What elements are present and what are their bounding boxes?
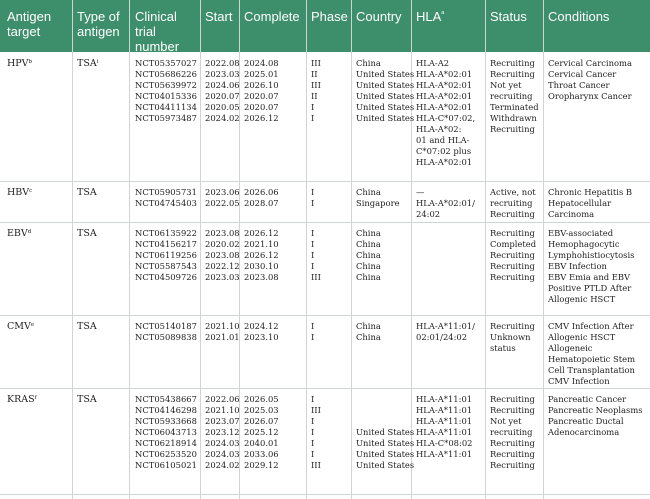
group-cmv-phase-line: I bbox=[311, 332, 315, 342]
group-hpv-hla bbox=[416, 58, 475, 168]
header-antigen-target-line: target bbox=[7, 24, 41, 39]
group-hpv-phase-line: I bbox=[311, 113, 315, 123]
group-kras-country-line bbox=[356, 416, 414, 427]
group-kras-trial-numbers-line: NCT04146298 bbox=[135, 405, 197, 415]
group-ebv-country-line: China bbox=[356, 272, 381, 282]
group-kras-status-line: Recruiting bbox=[490, 405, 535, 415]
group-hpv-conditions bbox=[548, 58, 632, 102]
group-hbv-start bbox=[205, 187, 240, 209]
group-ebv-trial-numbers-line: NCT04156217 bbox=[135, 239, 197, 249]
header-hla-footnote: a bbox=[441, 10, 445, 16]
group-cmv-complete bbox=[244, 321, 279, 343]
group-ebv-phase-line: I bbox=[311, 239, 315, 249]
column-divider bbox=[72, 0, 73, 499]
group-hpv-start bbox=[205, 58, 240, 124]
group-ebv-conditions-line: Lymphohistiocytosis bbox=[548, 250, 635, 260]
group-kras-trial-numbers-line: NCT05933668 bbox=[135, 416, 197, 426]
column-divider bbox=[543, 0, 544, 499]
group-hbv-trial-numbers bbox=[135, 187, 197, 209]
group-hpv-country-line: United States bbox=[356, 113, 415, 123]
group-cmv-conditions-line: Cell Transplantation bbox=[548, 365, 635, 375]
group-hpv-hla-line: 01 and HLA- bbox=[416, 135, 470, 145]
group-cmv-conditions-line: Allogenic HSCT bbox=[548, 332, 616, 342]
group-ebv-status-line: Recruiting bbox=[490, 228, 535, 238]
group-kras-trial-numbers-line: NCT06253520 bbox=[135, 449, 197, 459]
group-hbv-antigen: HBV$^c$ bbox=[7, 187, 33, 198]
group-hpv-start-line: 2022.08 bbox=[205, 58, 240, 68]
group-kras-phase-line: I bbox=[311, 449, 315, 459]
header-phase: Phase bbox=[311, 9, 348, 24]
group-ebv-antigen-footnote: d bbox=[27, 229, 32, 235]
header-trial-number-line: Clinical bbox=[135, 9, 177, 24]
group-kras-complete-line: 2025.12 bbox=[244, 427, 279, 437]
group-hpv-phase-line: II bbox=[311, 91, 318, 101]
header-type-of-antigen-line: Type of bbox=[77, 9, 120, 24]
group-ebv-complete-line: 2030.10 bbox=[244, 261, 279, 271]
group-hbv-trial-numbers-line: NCT04745403 bbox=[135, 198, 197, 208]
group-kras-conditions-line: Pancreatic Ductal bbox=[548, 416, 624, 426]
group-cmv-conditions bbox=[548, 321, 635, 387]
header-country: Country bbox=[356, 9, 402, 24]
group-ebv-conditions-line: EBV-associated bbox=[548, 228, 614, 238]
group-hpv-complete-line: 2026.12 bbox=[244, 113, 279, 123]
group-kras-status-line: recruiting bbox=[490, 427, 533, 437]
group-ebv-status bbox=[490, 228, 536, 283]
group-cmv-antigen: CMVe bbox=[7, 321, 35, 332]
group-ebv-conditions-line: EBV Emia and EBV bbox=[548, 272, 631, 282]
group-kras-hla-line: HLA-A*11:01 bbox=[416, 416, 473, 426]
group-hbv-status bbox=[490, 187, 536, 220]
group-hpv-status-line: Withdrawn bbox=[490, 113, 537, 123]
group-hpv-type: TSA$^i$ bbox=[77, 58, 99, 69]
group-hpv-trial-numbers-line: NCT04411134 bbox=[135, 102, 197, 112]
group-cmv-status-line: Unknown bbox=[490, 332, 531, 342]
header-complete: Complete bbox=[244, 9, 300, 24]
group-kras-complete bbox=[244, 394, 279, 471]
group-cmv-hla-line: HLA-A*11:01/ bbox=[416, 321, 475, 331]
group-ebv-status-line: Recruiting bbox=[490, 250, 535, 260]
group-kras-antigen-footnote: f bbox=[34, 395, 37, 401]
header-hla: HLA$^a$ bbox=[416, 9, 445, 24]
group-hpv-conditions-line: Cervical Carcinoma bbox=[548, 58, 632, 68]
group-hbv-country-line: China bbox=[356, 187, 381, 197]
row-divider bbox=[0, 388, 650, 389]
group-hpv-hla-line: C*07:02 plus bbox=[416, 146, 472, 156]
group-kras-start-line: 2023.12 bbox=[205, 427, 240, 437]
group-ebv-country-line: China bbox=[356, 228, 381, 238]
group-hbv-conditions-line: Carcinoma bbox=[548, 209, 595, 219]
column-divider bbox=[200, 0, 201, 499]
group-kras-hla bbox=[416, 394, 472, 460]
group-hbv-status-line: Active, not bbox=[490, 187, 536, 197]
group-kras-complete-line: 2026.07 bbox=[244, 416, 279, 426]
group-cmv-status-line: Recruiting bbox=[490, 321, 535, 331]
group-hbv-status-line: recruiting bbox=[490, 198, 533, 208]
header-start: Start bbox=[205, 9, 233, 24]
group-ebv-status-line: Recruiting bbox=[490, 272, 535, 282]
group-hbv-country bbox=[356, 187, 400, 209]
group-cmv-trial-numbers-line: NCT05089838 bbox=[135, 332, 197, 342]
group-hbv-complete-line: 2026.06 bbox=[244, 187, 279, 197]
group-hbv-hla bbox=[416, 187, 475, 220]
group-hpv-phase-line: I bbox=[311, 102, 315, 112]
group-hbv-complete bbox=[244, 187, 279, 209]
group-kras-type: TSA bbox=[77, 394, 97, 405]
group-ebv-trial-numbers-line: NCT06119256 bbox=[135, 250, 197, 260]
group-kras-trial-numbers-line: NCT06105021 bbox=[135, 460, 197, 470]
column-divider bbox=[485, 0, 486, 499]
group-hpv-antigen: HPV$^b$ bbox=[7, 58, 33, 69]
group-hpv-hla-line: HLA-A*02:01 bbox=[416, 80, 473, 90]
group-cmv-type: TSA bbox=[77, 321, 97, 332]
group-kras-phase bbox=[311, 394, 321, 471]
group-kras-conditions-line: Adenocarcinoma bbox=[548, 427, 620, 437]
group-kras-phase-line: I bbox=[311, 416, 315, 426]
group-ebv-phase-line: I bbox=[311, 250, 315, 260]
column-divider bbox=[306, 0, 307, 499]
group-kras-start-line: 2023.07 bbox=[205, 416, 240, 426]
group-hpv-country-line: United States bbox=[356, 80, 415, 90]
column-divider bbox=[129, 0, 130, 499]
group-hpv-status bbox=[490, 58, 539, 135]
group-hpv-hla-line: HLA-A*02:01 bbox=[416, 69, 473, 79]
group-ebv-complete-line: 2021.10 bbox=[244, 239, 279, 249]
group-ebv-status-line: Recruiting bbox=[490, 261, 535, 271]
group-cmv-conditions-line: Hematopoietic Stem bbox=[548, 354, 636, 364]
group-hpv-phase-line: III bbox=[311, 58, 321, 68]
group-kras-country bbox=[356, 394, 414, 471]
group-ebv-phase-line: I bbox=[311, 261, 315, 271]
group-hpv-start-line: 2024.06 bbox=[205, 80, 240, 90]
group-cmv-complete-line: 2024.12 bbox=[244, 321, 279, 331]
header-antigen-target bbox=[7, 9, 51, 39]
group-kras-trial-numbers-line: NCT05438667 bbox=[135, 394, 197, 404]
group-cmv-phase bbox=[311, 321, 314, 343]
header-conditions: Conditions bbox=[548, 9, 610, 24]
group-ebv-type: TSA bbox=[77, 228, 97, 239]
group-kras-complete-line: 2040.01 bbox=[244, 438, 279, 448]
group-hpv-conditions-line: Cervical Cancer bbox=[548, 69, 617, 79]
group-ebv-start-line: 2020.02 bbox=[205, 239, 240, 249]
group-hpv-status-line: Recruiting bbox=[490, 124, 535, 134]
group-hpv-country bbox=[356, 58, 414, 124]
group-kras-conditions bbox=[548, 394, 643, 438]
header-trial-number-line: number bbox=[135, 39, 180, 54]
group-hpv-hla-line: HLA-A*02:01 bbox=[416, 91, 473, 101]
group-ebv-trial-numbers-line: NCT05587543 bbox=[135, 261, 197, 271]
group-ebv-status-line: Completed bbox=[490, 239, 537, 249]
group-hpv-trial-numbers-line: NCT04015336 bbox=[135, 91, 197, 101]
group-ebv-start-line: 2022.12 bbox=[205, 261, 240, 271]
group-cmv-complete-line: 2023.10 bbox=[244, 332, 279, 342]
group-kras-phase-line: I bbox=[311, 438, 315, 448]
group-kras-hla-line: HLA-C*08:02 bbox=[416, 438, 473, 448]
group-cmv-hla-line: 02:01/24:02 bbox=[416, 332, 468, 342]
group-hpv-trial-numbers bbox=[135, 58, 197, 124]
header-type-of-antigen bbox=[77, 9, 120, 39]
row-divider bbox=[0, 181, 650, 182]
group-hbv-antigen-footnote: c bbox=[29, 188, 33, 194]
group-kras-status-line: Recruiting bbox=[490, 460, 535, 470]
group-kras-status-line: Recruiting bbox=[490, 394, 535, 404]
group-cmv-status bbox=[490, 321, 535, 354]
column-divider bbox=[351, 0, 352, 499]
group-cmv-country-line: China bbox=[356, 321, 381, 331]
group-cmv-country-line: China bbox=[356, 332, 381, 342]
group-kras-complete-line: 2033.06 bbox=[244, 449, 279, 459]
header-type-of-antigen-line: antigen bbox=[77, 24, 120, 39]
group-cmv-start bbox=[205, 321, 240, 343]
group-hpv-country-line: United States bbox=[356, 102, 415, 112]
group-ebv-start bbox=[205, 228, 240, 283]
group-kras-country-line bbox=[356, 394, 414, 405]
group-ebv-phase bbox=[311, 228, 321, 283]
header-status: Status bbox=[490, 9, 527, 24]
group-kras-start bbox=[205, 394, 240, 471]
group-hbv-complete-line: 2028.07 bbox=[244, 198, 279, 208]
group-hpv-trial-numbers-line: NCT05357027 bbox=[135, 58, 197, 68]
group-hpv-phase-line: III bbox=[311, 80, 321, 90]
group-ebv-conditions-line: EBV Infection bbox=[548, 261, 607, 271]
group-ebv-antigen: EBV$^d$ bbox=[7, 228, 32, 239]
group-hbv-trial-numbers-line: NCT05905731 bbox=[135, 187, 197, 197]
group-ebv-trial-numbers-line: NCT04509726 bbox=[135, 272, 197, 282]
group-ebv-conditions-line: Allogenic HSCT bbox=[548, 294, 616, 304]
group-cmv-start-line: 2021.01 bbox=[205, 332, 240, 342]
group-hpv-trial-numbers-line: NCT05686226 bbox=[135, 69, 197, 79]
group-kras-country-line: United States bbox=[356, 438, 415, 448]
group-ebv-phase-line: III bbox=[311, 272, 321, 282]
group-kras-trial-numbers-line: NCT06218914 bbox=[135, 438, 197, 448]
group-hpv-hla-line: HLA-C*07:02, bbox=[416, 113, 476, 123]
group-ebv-country-line: China bbox=[356, 250, 381, 260]
group-hpv-trial-numbers-line: NCT05639972 bbox=[135, 80, 197, 90]
group-kras-trial-numbers bbox=[135, 394, 197, 471]
group-hbv-phase bbox=[311, 187, 314, 209]
group-hbv-type: TSA bbox=[77, 187, 97, 198]
group-hbv-start-line: 2023.06 bbox=[205, 187, 240, 197]
group-hpv-status-line: recruiting bbox=[490, 91, 533, 101]
group-cmv-conditions-line: CMV Infection After bbox=[548, 321, 634, 331]
group-cmv-country bbox=[356, 321, 381, 343]
group-kras-country-line: United States bbox=[356, 449, 415, 459]
group-cmv-hla bbox=[416, 321, 475, 343]
header-trial-number-line: trial bbox=[135, 24, 156, 39]
header-trial-number bbox=[135, 9, 179, 54]
group-ebv-complete-line: 2026.12 bbox=[244, 250, 279, 260]
group-cmv-trial-numbers bbox=[135, 321, 197, 343]
group-hpv-antigen-footnote: b bbox=[28, 59, 33, 65]
group-hpv-conditions-line: Oropharynx Cancer bbox=[548, 91, 632, 101]
group-kras-complete-line: 2025.03 bbox=[244, 405, 279, 415]
group-hpv-hla-line: HLA-A*02:01 bbox=[416, 157, 473, 167]
group-hpv-start-line: 2020.07 bbox=[205, 91, 240, 101]
group-ebv-conditions bbox=[548, 228, 634, 305]
group-hpv-status-line: Not yet bbox=[490, 80, 522, 90]
group-kras-complete-line: 2029.12 bbox=[244, 460, 279, 470]
group-ebv-conditions-line: Hemophagocytic bbox=[548, 239, 620, 249]
group-ebv-trial-numbers bbox=[135, 228, 197, 283]
group-cmv-conditions-line: CMV Infection bbox=[548, 376, 610, 386]
group-hpv-phase-line: II bbox=[311, 69, 318, 79]
header-antigen-target-line: Antigen bbox=[7, 9, 52, 24]
group-ebv-start-line: 2023.08 bbox=[205, 228, 240, 238]
group-hpv-start-line: 2023.03 bbox=[205, 69, 240, 79]
group-hbv-phase-line: I bbox=[311, 187, 315, 197]
group-kras-hla-line: HLA-A*11:01 bbox=[416, 427, 473, 437]
group-hpv-complete-line: 2026.10 bbox=[244, 80, 279, 90]
group-ebv-country-line: China bbox=[356, 239, 381, 249]
group-hpv-type-footnote: i bbox=[96, 59, 99, 65]
group-hpv-country-line: United States bbox=[356, 91, 415, 101]
group-hbv-status-line: Recruiting bbox=[490, 209, 535, 219]
group-hpv-complete bbox=[244, 58, 279, 124]
group-kras-status bbox=[490, 394, 535, 471]
group-hbv-phase-line: I bbox=[311, 198, 315, 208]
group-hpv-start-line: 2024.02 bbox=[205, 113, 240, 123]
group-hpv-country-line: China bbox=[356, 58, 381, 68]
group-cmv-start-line: 2021.10 bbox=[205, 321, 240, 331]
group-hpv-start-line: 2020.05 bbox=[205, 102, 240, 112]
group-kras-phase-line: I bbox=[311, 394, 315, 404]
group-ebv-phase-line: I bbox=[311, 228, 315, 238]
group-kras-country-line bbox=[356, 405, 414, 416]
group-cmv-status-line: status bbox=[490, 343, 516, 353]
group-kras-start-line: 2024.02 bbox=[205, 460, 240, 470]
group-ebv-complete-line: 2023.08 bbox=[244, 272, 279, 282]
group-hpv-status-line: Recruiting bbox=[490, 58, 535, 68]
group-hpv-hla-line: HLA-A*02:01 bbox=[416, 102, 473, 112]
row-divider bbox=[0, 315, 650, 316]
group-hpv-complete-line: 2024.08 bbox=[244, 58, 279, 68]
group-hpv-trial-numbers-line: NCT05973487 bbox=[135, 113, 197, 123]
group-hpv-status-line: Terminated bbox=[490, 102, 539, 112]
group-ebv-start-line: 2023.08 bbox=[205, 250, 240, 260]
group-hbv-conditions-line: Chronic Hepatitis B bbox=[548, 187, 633, 197]
group-kras-status-line: Recruiting bbox=[490, 438, 535, 448]
group-kras-country-line: United States bbox=[356, 460, 415, 470]
group-cmv-trial-numbers-line: NCT05140187 bbox=[135, 321, 197, 331]
group-kras-conditions-line: Pancreatic Cancer bbox=[548, 394, 627, 404]
group-hpv-complete-line: 2020.07 bbox=[244, 91, 279, 101]
group-kras-phase-line: III bbox=[311, 460, 321, 470]
group-hpv-hla-line: HLA-A2 bbox=[416, 58, 450, 68]
group-ebv-start-line: 2023.03 bbox=[205, 272, 240, 282]
group-kras-country-line: United States bbox=[356, 427, 415, 437]
group-kras-status-line: Recruiting bbox=[490, 449, 535, 459]
group-kras-trial-numbers-line: NCT06043713 bbox=[135, 427, 197, 437]
group-hbv-conditions bbox=[548, 187, 632, 220]
group-hpv-status-line: Recruiting bbox=[490, 69, 535, 79]
group-hpv-phase bbox=[311, 58, 321, 124]
group-kras-phase-line: I bbox=[311, 427, 315, 437]
row-divider bbox=[0, 222, 650, 223]
group-kras-hla-line: HLA-A*11:01 bbox=[416, 449, 473, 459]
group-hbv-start-line: 2022.05 bbox=[205, 198, 240, 208]
group-kras-start-line: 2021.10 bbox=[205, 405, 240, 415]
group-hbv-country-line: Singapore bbox=[356, 198, 400, 208]
group-hpv-conditions-line: Throat Cancer bbox=[548, 80, 610, 90]
group-ebv-country-line: China bbox=[356, 261, 381, 271]
group-kras-status-line: Not yet bbox=[490, 416, 522, 426]
group-kras-hla-line: HLA-A*11:01 bbox=[416, 394, 473, 404]
group-kras-hla-line: HLA-A*11:01 bbox=[416, 405, 473, 415]
group-hpv-complete-line: 2025.01 bbox=[244, 69, 279, 79]
group-hpv-complete-line: 2020.07 bbox=[244, 102, 279, 112]
group-ebv-complete-line: 2026.12 bbox=[244, 228, 279, 238]
group-kras-complete-line: 2026.05 bbox=[244, 394, 279, 404]
group-hbv-hla-line: — bbox=[416, 187, 425, 197]
group-hbv-hla-line: HLA-A*02:01/ bbox=[416, 198, 475, 208]
group-kras-start-line: 2024.03 bbox=[205, 449, 240, 459]
group-hpv-hla-line: HLA-A*02: bbox=[416, 124, 462, 134]
group-ebv-conditions-line: Positive PTLD After bbox=[548, 283, 632, 293]
group-hpv-country-line: United States bbox=[356, 69, 415, 79]
group-cmv-antigen-footnote: e bbox=[30, 322, 35, 328]
group-hbv-hla-line: 24:02 bbox=[416, 209, 441, 219]
group-ebv-trial-numbers-line: NCT06135922 bbox=[135, 228, 197, 238]
group-hbv-conditions-line: Hepatocellular bbox=[548, 198, 612, 208]
group-ebv-complete bbox=[244, 228, 279, 283]
group-kras-start-line: 2022.06 bbox=[205, 394, 240, 404]
group-kras-start-line: 2024.03 bbox=[205, 438, 240, 448]
group-kras-phase-line: III bbox=[311, 405, 321, 415]
group-kras-antigen: KRAS$^f$ bbox=[7, 394, 37, 405]
group-cmv-phase-line: I bbox=[311, 321, 315, 331]
group-cmv-conditions-line: Allogeneic bbox=[548, 343, 593, 353]
group-ebv-country bbox=[356, 228, 381, 283]
row-divider bbox=[0, 494, 650, 495]
group-kras-conditions-line: Pancreatic Neoplasms bbox=[548, 405, 643, 415]
